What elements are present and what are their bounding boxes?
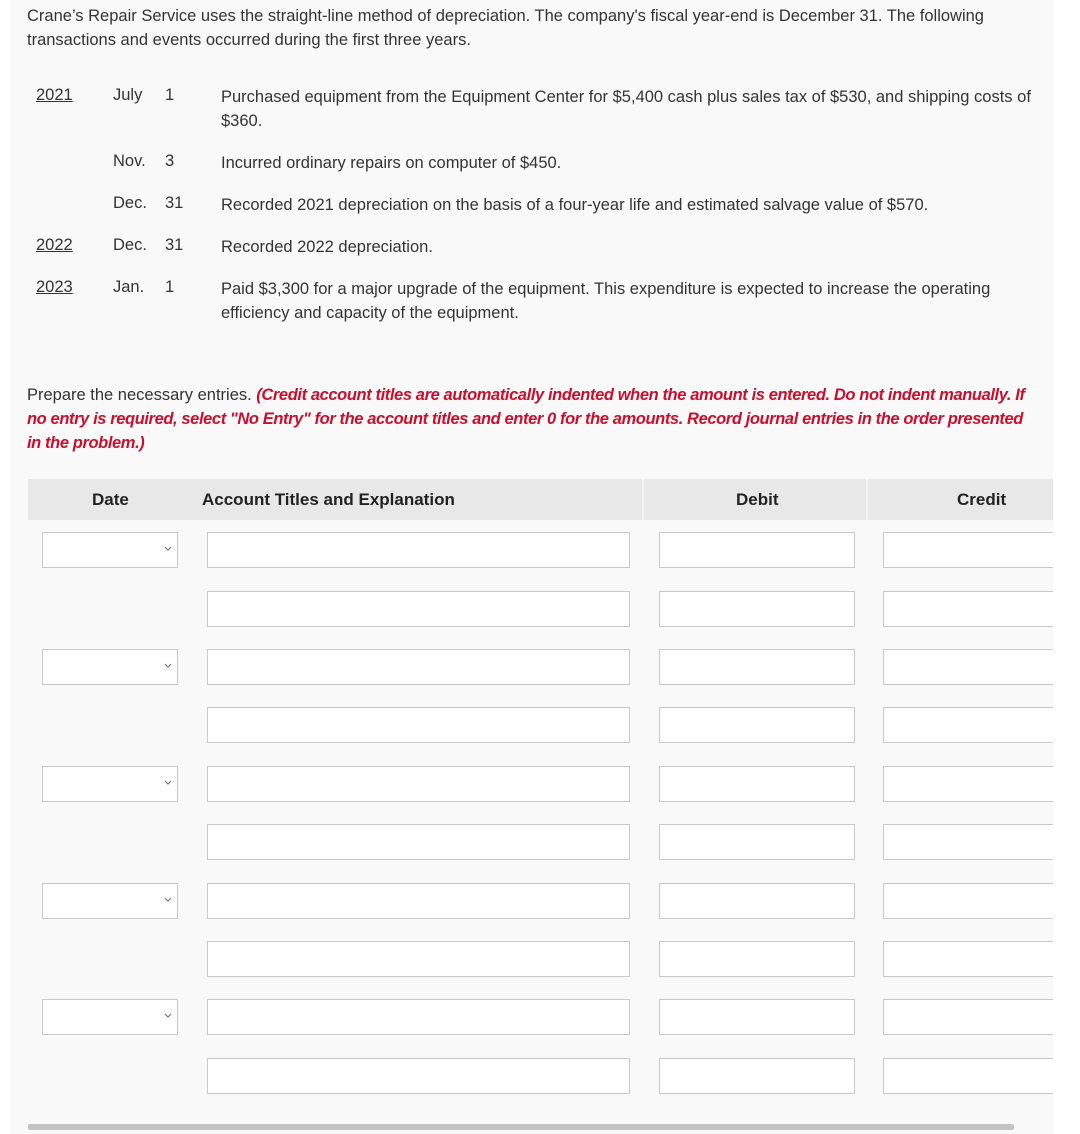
transaction-day: 1 [165,278,175,296]
transaction-month: Dec. [113,236,147,254]
chevron-down-icon [163,659,173,673]
date-select[interactable] [42,532,178,568]
chevron-down-icon [163,893,173,907]
header-divider [866,479,868,520]
account-title-input[interactable] [207,649,630,685]
instruction-lead: Prepare the necessary entries. [27,386,257,404]
account-title-input[interactable] [207,766,630,802]
instructions [27,383,1037,455]
transaction-day: 31 [165,194,184,212]
header-credit: Credit [957,490,1007,509]
chevron-down-icon [163,1009,173,1023]
transaction-year: 2021 [36,86,73,104]
chevron-down-icon [163,776,173,790]
transaction-month: July [113,86,143,104]
credit-input[interactable] [883,707,1053,743]
instruction-note: (Credit account titles are automatically indented when the amount is entered. Do not indent manually. If no entry is required, select "No Entry" for the account titles and enter 0 for the amounts. Record journal entries in the order presented in the problem.) [27,386,1025,452]
credit-input[interactable] [883,941,1053,977]
transaction-month: Dec. [113,194,147,212]
transaction-month: Jan. [113,278,145,296]
debit-input[interactable] [659,824,855,860]
credit-input[interactable] [883,883,1053,919]
transaction-day: 31 [165,236,184,254]
debit-input[interactable] [659,649,855,685]
transaction-day: 3 [165,152,175,170]
account-title-input[interactable] [207,1058,630,1094]
debit-input[interactable] [659,591,855,627]
debit-input[interactable] [659,707,855,743]
header-account-titles: Account Titles and Explanation [202,490,455,509]
debit-input[interactable] [659,883,855,919]
transaction-description: Recorded 2022 depreciation. [221,238,433,256]
credit-input[interactable] [883,532,1053,568]
problem-intro: Crane’s Repair Service uses the straight-line method of depreciation. The company's fiscal year-end is December 31. The following transactions and events occurred during the first three years. [27,7,984,49]
debit-input[interactable] [659,941,855,977]
transaction-year: 2023 [36,278,73,296]
transaction-description: Recorded 2021 depreciation on the basis of a four-year life and estimated salvage value of $570. [221,196,929,214]
header-divider [642,479,644,520]
credit-input[interactable] [883,999,1053,1035]
chevron-down-icon [163,542,173,556]
transaction-description: Purchased equipment from the Equipment Center for $5,400 cash plus sales tax of $530, and shipping costs of $360. [221,88,1031,130]
account-title-input[interactable] [207,999,630,1035]
transaction-year: 2022 [36,236,73,254]
account-title-input[interactable] [207,941,630,977]
debit-input[interactable] [659,532,855,568]
transaction-description: Paid $3,300 for a major upgrade of the equipment. This expenditure is expected to increase the operating efficiency and capacity of the equipment. [221,280,991,322]
transaction-day: 1 [165,86,175,104]
debit-input[interactable] [659,999,855,1035]
account-title-input[interactable] [207,707,630,743]
date-select[interactable] [42,766,178,802]
account-title-input[interactable] [207,824,630,860]
account-title-input[interactable] [207,883,630,919]
account-title-input[interactable] [207,532,630,568]
header-date: Date [92,490,129,509]
date-select[interactable] [42,883,178,919]
credit-input[interactable] [883,1058,1053,1094]
credit-input[interactable] [883,824,1053,860]
date-select[interactable] [42,649,178,685]
account-title-input[interactable] [207,591,630,627]
journal-table-header [28,479,1053,520]
transaction-month: Nov. [113,152,146,170]
credit-input[interactable] [883,591,1053,627]
transaction-description: Incurred ordinary repairs on computer of $450. [221,154,562,172]
debit-input[interactable] [659,1058,855,1094]
credit-input[interactable] [883,649,1053,685]
debit-input[interactable] [659,766,855,802]
header-debit: Debit [736,490,779,509]
horizontal-scrollbar[interactable] [28,1124,1014,1130]
date-select[interactable] [42,999,178,1035]
credit-input[interactable] [883,766,1053,802]
